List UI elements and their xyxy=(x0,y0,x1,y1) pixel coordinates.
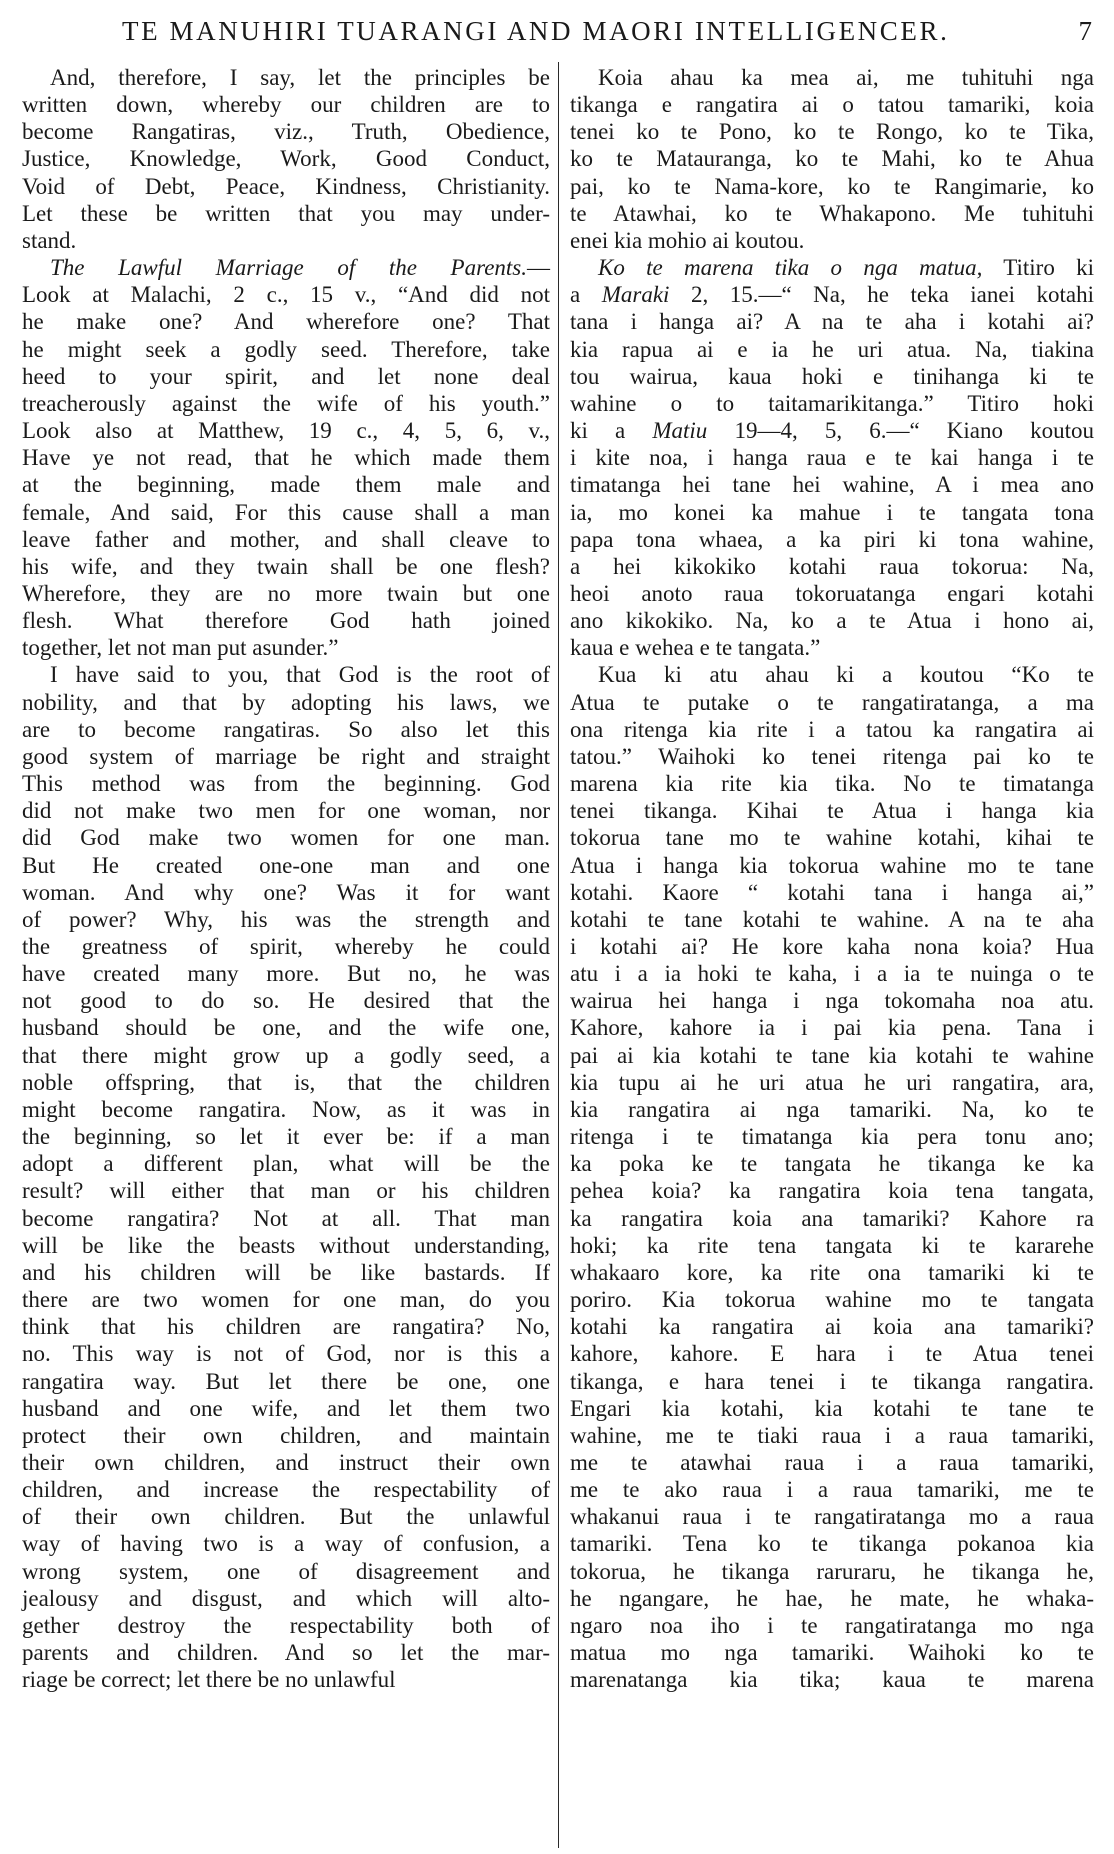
maori-column-line: he ngangare, he hae, he mate, he whaka- xyxy=(570,1585,1094,1611)
maori-column-line: matua mo nga tamariki. Waihoki ko te xyxy=(570,1640,1094,1666)
maori-column-line: te Atawhai, ko te Whakapono. Me tuhituhi xyxy=(570,200,1094,226)
english-column-line: protect their own children, and maintain xyxy=(22,1422,550,1448)
english-column-line: at the beginning, made them male and xyxy=(22,472,550,498)
english-column-line: Void of Debt, Peace, Kindness, Christianity. xyxy=(22,173,550,199)
maori-column-line: tikanga, e hara tenei i te tikanga rangatira. xyxy=(570,1368,1094,1394)
maori-column-line: Engari kia kotahi, kia kotahi te tane te xyxy=(570,1395,1094,1421)
maori-column-line: tenei tikanga. Kihai te Atua i hanga kia xyxy=(570,798,1094,824)
maori-column-line: ritenga i te timatanga kia pera tonu ano; xyxy=(570,1124,1094,1150)
maori-column-line: whakaaro kore, ka rite ona tamariki ki te xyxy=(570,1259,1094,1285)
maori-column-line: whakanui raua i te rangatiratanga mo a raua xyxy=(570,1504,1094,1530)
maori-column-line: ano kikokiko. Na, ko a te Atua i hono ai, xyxy=(570,608,1094,634)
maori-column-line: Kua ki atu ahau ki a koutou “Ko te xyxy=(598,662,1094,688)
english-column-line: wrong system, one of disagreement and xyxy=(22,1558,550,1584)
maori-column-line: wahine o to taitamarikitanga.” Titiro hoki xyxy=(570,390,1094,416)
english-column-line: no. This way is not of God, nor is this a xyxy=(22,1341,550,1367)
maori-column-line: atu i a ia hoki te kaha, i a ia te nuinga o te xyxy=(570,961,1094,987)
maori-column-line: papa tona whaea, a ka piri ki tona wahine, xyxy=(570,526,1094,552)
english-column-line: jealousy and disgust, and which will alto- xyxy=(22,1585,550,1611)
english-column-line: Look at Malachi, 2 c., 15 v., “And did not xyxy=(22,282,550,308)
english-column-line: and his children will be like bastards. If xyxy=(22,1259,550,1285)
maori-column-line: me te ako raua i a raua tamariki, me te xyxy=(570,1477,1094,1503)
maori-column-line: tokorua tane mo te wahine kotahi, kihai te xyxy=(570,825,1094,851)
english-column-line: nobility, and that by adopting his laws, we xyxy=(22,689,550,715)
maori-column-line: marena kia rite kia tika. No te timatanga xyxy=(570,771,1094,797)
maori-column-line: kia tupu ai he uri atua he uri rangatira, ara, xyxy=(570,1069,1094,1095)
maori-column-line: marenatanga kia tika; kaua te marena xyxy=(570,1667,1094,1693)
english-column-line: flesh. What therefore God hath joined xyxy=(22,608,550,634)
english-column-line: did God make two women for one man. xyxy=(22,825,550,851)
english-column-line: Have ye not read, that he which made them xyxy=(22,445,550,471)
maori-column-line: timatanga hei tane hei wahine, A i mea ano xyxy=(570,472,1094,498)
maori-column-line: ngaro noa iho i te rangatiratanga mo nga xyxy=(570,1612,1094,1638)
maori-column-line: hoki; ka rite tena tangata ki te kararehe xyxy=(570,1232,1094,1258)
english-column-line: did not make two men for one woman, nor xyxy=(22,798,550,824)
english-column-line: I have said to you, that God is the root of xyxy=(50,662,550,688)
running-title: TE MANUHIRI TUARANGI AND MAORI INTELLIGENCER. xyxy=(122,16,950,46)
page-number: 7 xyxy=(1078,16,1092,46)
english-column-line: will be like the beasts without understanding, xyxy=(22,1232,550,1258)
english-column-line: there are two women for one man, do you xyxy=(22,1287,550,1313)
english-column-line: parents and children. And so let the mar- xyxy=(22,1640,550,1666)
maori-column-line: ona ritenga kia rite i a tatou ka rangatira ai xyxy=(570,716,1094,742)
maori-column-line: tokorua, he tikanga raruraru, he tikanga he, xyxy=(570,1558,1094,1584)
maori-column-line: enei kia mohio ai koutou. xyxy=(570,227,805,253)
english-column-line: of power? Why, his was the strength and xyxy=(22,906,550,932)
page-header xyxy=(22,8,1094,54)
english-column-line: noble offspring, that is, that the children xyxy=(22,1069,550,1095)
english-column-line: that there might grow up a godly seed, a xyxy=(22,1042,550,1068)
maori-column-line: heoi anoto raua tokoruatanga engari kotahi xyxy=(570,580,1094,606)
maori-column-line: tou wairua, kaua hoki e tinihanga ki te xyxy=(570,363,1094,389)
maori-column-line: tikanga e rangatira ai o tatou tamariki, koia xyxy=(570,92,1094,118)
english-column-line: become Rangatiras, viz., Truth, Obedience, xyxy=(22,119,550,145)
english-column-line: together, let not man put asunder.” xyxy=(22,635,339,661)
english-column-line: result? will either that man or his children xyxy=(22,1178,550,1204)
maori-column-line: Kahore, kahore ia i pai kia pena. Tana i xyxy=(570,1015,1094,1041)
maori-column-line: tatou.” Waihoki ko tenei ritenga pai ko te xyxy=(570,743,1094,769)
maori-column-line: Ko te marena tika o nga matua, Titiro ki xyxy=(598,255,1095,281)
maori-column-line: wairua hei hanga i nga tokomaha noa atu. xyxy=(570,988,1094,1014)
maori-column-line: kahore, kahore. E hara i te Atua tenei xyxy=(570,1341,1094,1367)
maori-column-line: pai, ko te Nama-kore, ko te Rangimarie, ko xyxy=(570,173,1094,199)
maori-column-line: kia rangatira ai nga tamariki. Na, ko te xyxy=(570,1096,1094,1122)
english-column-line: written down, whereby our children are to xyxy=(22,92,550,118)
maori-column-line: ka poka ke te tangata he tikanga ke ka xyxy=(570,1151,1094,1177)
english-column-line: Look also at Matthew, 19 c., 4, 5, 6, v., xyxy=(22,418,550,444)
english-column-line: he make one? And wherefore one? That xyxy=(22,309,550,335)
maori-column-line: wahine, me te tiaki raua i a raua tamariki, xyxy=(570,1422,1094,1448)
maori-column-line: i kotahi ai? He kore kaha nona koia? Hua xyxy=(570,934,1094,959)
english-column-line: the beginning, so let it ever be: if a man xyxy=(22,1124,550,1150)
english-column-line: heed to your spirit, and let none deal xyxy=(22,363,550,389)
maori-column-line: Koia ahau ka mea ai, me tuhituhi nga xyxy=(598,65,1094,90)
english-column-line: his wife, and they twain shall be one flesh? xyxy=(22,553,550,579)
english-column-line: good system of marriage be right and straight xyxy=(22,743,550,769)
english-column-line: husband and one wife, and let them two xyxy=(22,1395,550,1421)
english-column-line: rangatira way. But let there be one, one xyxy=(22,1368,550,1394)
column-divider xyxy=(558,62,559,1848)
maori-column-line: tana i hanga ai? A na te aha i kotahi ai? xyxy=(570,309,1094,335)
maori-column-line: kotahi ka rangatira ai koia ana tamariki? xyxy=(570,1314,1094,1340)
maori-column-line: me te atawhai raua i a raua tamariki, xyxy=(570,1449,1094,1475)
maori-column-line: Atua te putake o te rangatiratanga, a ma xyxy=(570,689,1094,715)
english-column-line: Justice, Knowledge, Work, Good Conduct, xyxy=(22,146,550,172)
english-column-line: become rangatira? Not at all. That man xyxy=(22,1205,550,1231)
maori-column-line: tamariki. Tena ko te tikanga pokanoa kia xyxy=(570,1531,1094,1557)
maori-column-line: ka rangatira koia ana tamariki? Kahore ra xyxy=(570,1205,1094,1231)
english-column-line: Let these be written that you may under- xyxy=(22,200,550,226)
english-column-line: stand. xyxy=(22,227,77,253)
english-column-line: are to become rangatiras. So also let this xyxy=(22,716,550,742)
english-column-line: think that his children are rangatira? No, xyxy=(22,1314,550,1340)
maori-column-line: kotahi te tane kotahi te wahine. A na te aha xyxy=(570,906,1094,932)
maori-column-line: kia rapua ai e ia he uri atua. Na, tiakina xyxy=(570,336,1094,362)
english-column-line: treacherously against the wife of his youth.” xyxy=(22,390,550,416)
maori-column-line: pai ai kia kotahi te tane kia kotahi te wahine xyxy=(570,1042,1094,1068)
english-column-line: The Lawful Marriage of the Parents.— xyxy=(50,255,550,281)
english-column-line: of their own children. But the unlawful xyxy=(22,1504,550,1530)
english-column-line: female, And said, For this cause shall a man xyxy=(22,499,550,525)
english-column-line: woman. And why one? Was it for want xyxy=(22,879,550,905)
english-column-line: Wherefore, they are no more twain but one xyxy=(22,580,550,606)
maori-column-line: poriro. Kia tokorua wahine mo te tangata xyxy=(570,1287,1094,1313)
english-column-line: their own children, and instruct their own xyxy=(22,1449,550,1475)
maori-column-line: a hei kikokiko kotahi raua tokorua: Na, xyxy=(570,553,1094,579)
english-column-line: have created many more. But no, he was xyxy=(22,961,550,987)
english-column-line: This method was from the beginning. God xyxy=(22,771,550,797)
english-column-line: he might seek a godly seed. Therefore, take xyxy=(22,336,550,362)
english-column-line: But He created one-one man and one xyxy=(22,852,550,878)
maori-column-line: pehea koia? ka rangatira koia tena tangata, xyxy=(570,1178,1094,1204)
maori-column-line: i kite noa, i hanga raua e te kai hanga i te xyxy=(570,445,1094,471)
english-column-line: not good to do so. He desired that the xyxy=(22,988,550,1014)
maori-column xyxy=(570,64,1094,1693)
english-column-line: the greatness of spirit, whereby he could xyxy=(22,934,550,959)
maori-column-line: kaua e wehea e te tangata.” xyxy=(570,635,821,661)
maori-column-line: ia, mo konei ka mahue i te tangata tona xyxy=(570,499,1094,525)
english-column-line: riage be correct; let there be no unlawful xyxy=(22,1667,396,1693)
english-column-line: children, and increase the respectability of xyxy=(22,1477,550,1503)
maori-column-line: a Maraki 2, 15.—“ Na, he teka ianei kotahi xyxy=(570,282,1094,308)
english-column xyxy=(22,64,550,1693)
english-column-line: adopt a different plan, what will be the xyxy=(22,1151,550,1177)
english-column-line: husband should be one, and the wife one, xyxy=(22,1015,550,1041)
english-column-line: And, therefore, I say, let the principles be xyxy=(50,65,550,90)
english-column-line: gether destroy the respectability both of xyxy=(22,1612,550,1638)
maori-column-line: ko te Matauranga, ko te Mahi, ko te Ahua xyxy=(570,146,1094,172)
english-column-line: way of having two is a way of confusion, a xyxy=(22,1531,550,1557)
english-column-line: might become rangatira. Now, as it was in xyxy=(22,1096,550,1122)
maori-column-line: Atua i hanga kia tokorua wahine mo te tane xyxy=(570,852,1094,878)
maori-column-line: kotahi. Kaore “ kotahi tana i hanga ai,” xyxy=(570,879,1094,905)
maori-column-line: tenei ko te Pono, ko te Rongo, ko te Tika, xyxy=(570,119,1094,145)
english-column-line: leave father and mother, and shall cleave to xyxy=(22,526,550,552)
maori-column-line: ki a Matiu 19—4, 5, 6.—“ Kiano koutou xyxy=(570,418,1094,444)
